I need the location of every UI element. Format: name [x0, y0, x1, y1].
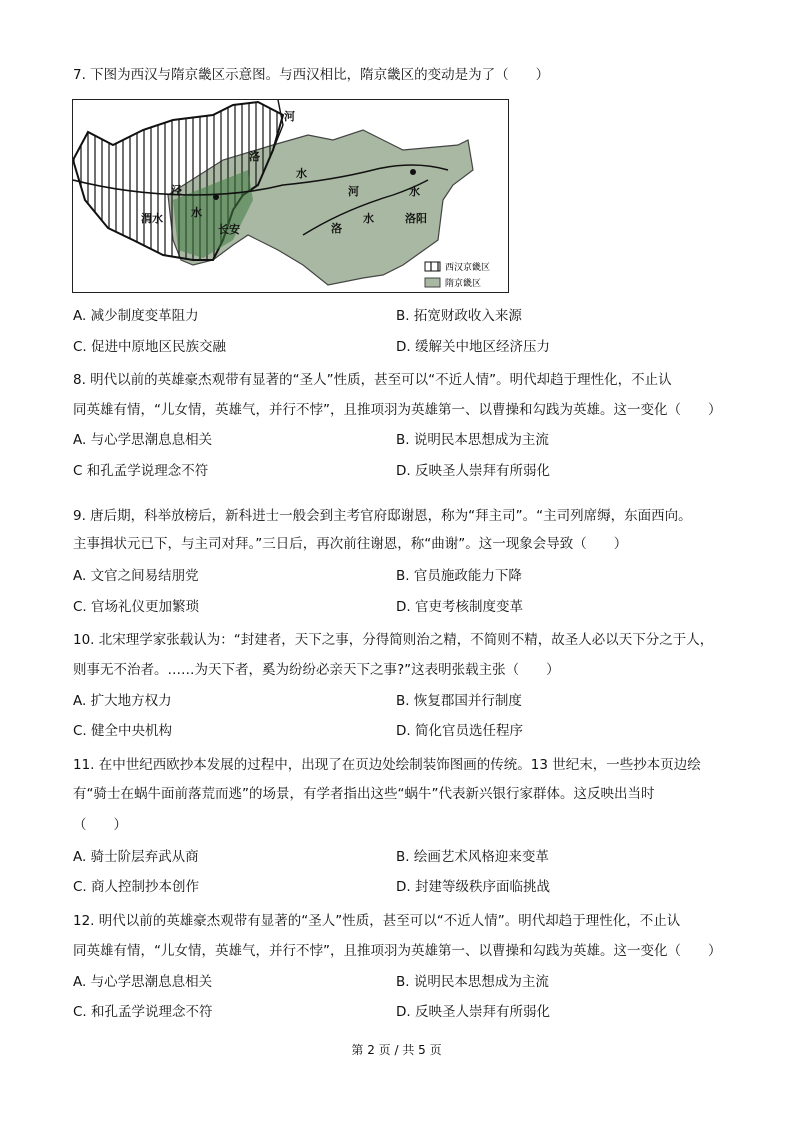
option-a[interactable]: A. 与心学思潮息息相关: [73, 974, 213, 990]
question-stem: 8. 明代以前的英雄豪杰观带有显著的“圣人”性质，甚至可以“不近人情”。明代却趋于理性化，不止认: [73, 372, 672, 388]
map-label: 水: [409, 185, 420, 198]
map-label: 水: [191, 206, 202, 219]
option-a[interactable]: A. 扩大地方权力: [73, 693, 172, 709]
question-stem: 有“骑士在蜗牛面前落荒而逃”的场景，有学者指出这些“蜗牛”代表新兴银行家群体。这反映出当时: [73, 786, 655, 802]
question-stem: 同英雄有情，“儿女情，英雄气，并行不悖”，且推项羽为英雄第一、以曹操和勾践为英雄。这一变化（ ）: [73, 943, 722, 959]
page-footer: 第 2 页 / 共 5 页: [351, 1043, 442, 1057]
map-label: 河: [348, 185, 359, 198]
question-stem: 12. 明代以前的英雄豪杰观带有显著的“圣人”性质，甚至可以“不近人情”。明代却趋于理性化，不止认: [73, 913, 681, 929]
map-label: 洛: [331, 222, 342, 235]
map-label: 河: [284, 110, 295, 123]
option-a[interactable]: A. 与心学思潮息息相关: [73, 432, 213, 448]
option-b[interactable]: B. 说明民本思想成为主流: [396, 974, 549, 990]
option-b[interactable]: B. 拓宽财政收入来源: [396, 308, 522, 324]
question-stem: 主事揖状元已下，与主司对拜。”三日后，再次前往谢恩，称“曲谢”。这一现象会导致（ ）: [73, 536, 628, 552]
map-label: 渭水: [141, 212, 163, 225]
option-b[interactable]: B. 官员施政能力下降: [396, 568, 522, 584]
option-a[interactable]: A. 骑士阶层弃武从商: [73, 849, 199, 865]
map-label: 洛: [249, 150, 260, 163]
legend-label: 隋京畿区: [445, 279, 482, 289]
option-c[interactable]: C. 和孔孟学说理念不符: [73, 1004, 213, 1020]
option-b[interactable]: B. 绘画艺术风格迎来变革: [396, 849, 549, 865]
question-stem: 则事无不治者。……为天下者，奚为纷纷必亲天下之事?”这表明张载主张（ ）: [73, 662, 560, 678]
option-c[interactable]: C 和孔孟学说理念不符: [73, 463, 209, 479]
option-c[interactable]: C. 商人控制抄本创作: [73, 879, 200, 895]
option-a[interactable]: A. 文官之间易结朋党: [73, 568, 199, 584]
option-d[interactable]: D. 官吏考核制度变革: [396, 599, 523, 615]
option-d[interactable]: D. 缓解关中地区经济压力: [396, 339, 550, 355]
option-c[interactable]: C. 健全中央机构: [73, 723, 173, 739]
option-d[interactable]: D. 反映圣人崇拜有所弱化: [396, 1004, 550, 1020]
option-c[interactable]: C. 官场礼仪更加繁琐: [73, 599, 200, 615]
question-stem: 7. 下图为西汉与隋京畿区示意图。与西汉相比，隋京畿区的变动是为了（ ）: [73, 67, 550, 83]
map-figure: [72, 99, 509, 293]
question-stem: （ ）: [73, 817, 127, 833]
question-stem: 10. 北宋理学家张载认为：“封建者，天下之事，分得简则治之精，不简则不精，故圣人必以天下分之于人，: [73, 632, 714, 648]
map-label: 水: [296, 167, 307, 180]
question-stem: 11. 在中世纪西欧抄本发展的过程中，出现了在页边处绘制装饰图画的传统。13 世纪末，一些抄本页边绘: [73, 757, 701, 773]
option-b[interactable]: B. 恢复郡国并行制度: [396, 693, 522, 709]
option-c[interactable]: C. 促进中原地区民族交融: [73, 339, 227, 355]
option-d[interactable]: D. 封建等级秩序面临挑战: [396, 879, 550, 895]
option-b[interactable]: B. 说明民本思想成为主流: [396, 432, 549, 448]
option-a[interactable]: A. 减少制度变革阻力: [73, 308, 199, 324]
legend-label: 西汉京畿区: [445, 263, 491, 273]
map-label: 泾: [171, 184, 182, 197]
map-label: 长安: [218, 223, 240, 236]
option-d[interactable]: D. 反映圣人崇拜有所弱化: [396, 463, 550, 479]
option-d[interactable]: D. 简化官员选任程序: [396, 723, 523, 739]
map-label: 洛阳: [405, 212, 427, 225]
question-stem: 9. 唐后期，科举放榜后，新科进士一般会到主考官府邸谢恩，称为“拜主司”。“主司列席缛，东面西向。: [73, 508, 692, 524]
question-stem: 同英雄有情，“儿女情，英雄气，并行不悖”，且推项羽为英雄第一、以曹操和勾践为英雄。这一变化（ ）: [73, 402, 722, 418]
map-label: 水: [363, 212, 374, 225]
